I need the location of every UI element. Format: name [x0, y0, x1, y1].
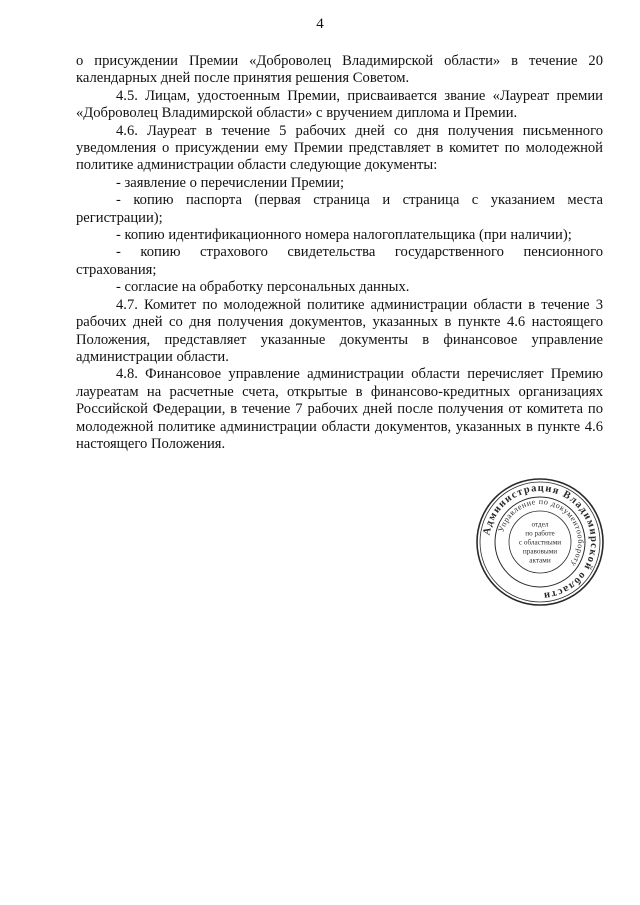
stamp-inner-text: Управление по документообороту — [496, 496, 586, 569]
list-item: - согласие на обработку персональных данных. — [116, 279, 410, 296]
list-item: - заявление о перечислении Премии; — [116, 174, 344, 191]
paragraph-4-6: 4.6. Лауреат в течение 5 рабочих дней со дня получения письменного уведомления о присуждении ему Премии представляет в комитет по молодежной политике администрации области следующие документы: — [76, 122, 603, 174]
stamp-center-line: по работе — [525, 529, 555, 538]
document-body — [76, 53, 603, 453]
paragraph-continuation: о присуждении Премии «Доброволец Владимирской области» в течение 20 календарных дней после принятия решения Советом. — [76, 53, 603, 87]
list-item: - копию паспорта (первая страница и страница с указанием места регистрации); — [76, 192, 603, 226]
paragraph-4-8: 4.8. Финансовое управление администрации области перечисляет Премию лауреатам на расчетные счета, открытые в финансово-кредитных организациях Российской Федерации, в течение 7 рабочих дней после получения от комитета по молодежной политике администрации области документов, указанных в пункте 4.6 настоящего Положения. — [76, 366, 603, 452]
stamp-center-line: с областными — [518, 538, 562, 547]
page-number: 4 — [316, 16, 324, 32]
stamp-center-line: правовыми — [522, 547, 558, 556]
paragraph-4-7: 4.7. Комитет по молодежной политике администрации области в течение 3 рабочих дней со дня получения документов, указанных в пункте 4.6 настоящего Положения, представляет указанные документы в финансовое управление администрации области. — [76, 296, 603, 365]
paragraph-4-5: 4.5. Лицам, удостоенным Премии, присваивается звание «Лауреат премии «Доброволец Владимирской области» с вручением диплома и Премии. — [76, 87, 603, 122]
stamp-center-line: отдел — [531, 520, 549, 529]
list-item: - копию идентификационного номера налогоплательщика (при наличии); — [116, 227, 572, 244]
list-item: - копию страхового свидетельства государственного пенсионного страхования; — [76, 244, 603, 278]
official-stamp — [474, 476, 606, 608]
stamp-center-line: актами — [529, 556, 551, 565]
stamp-outer-text: Администрация Владимирской области — [481, 482, 600, 602]
